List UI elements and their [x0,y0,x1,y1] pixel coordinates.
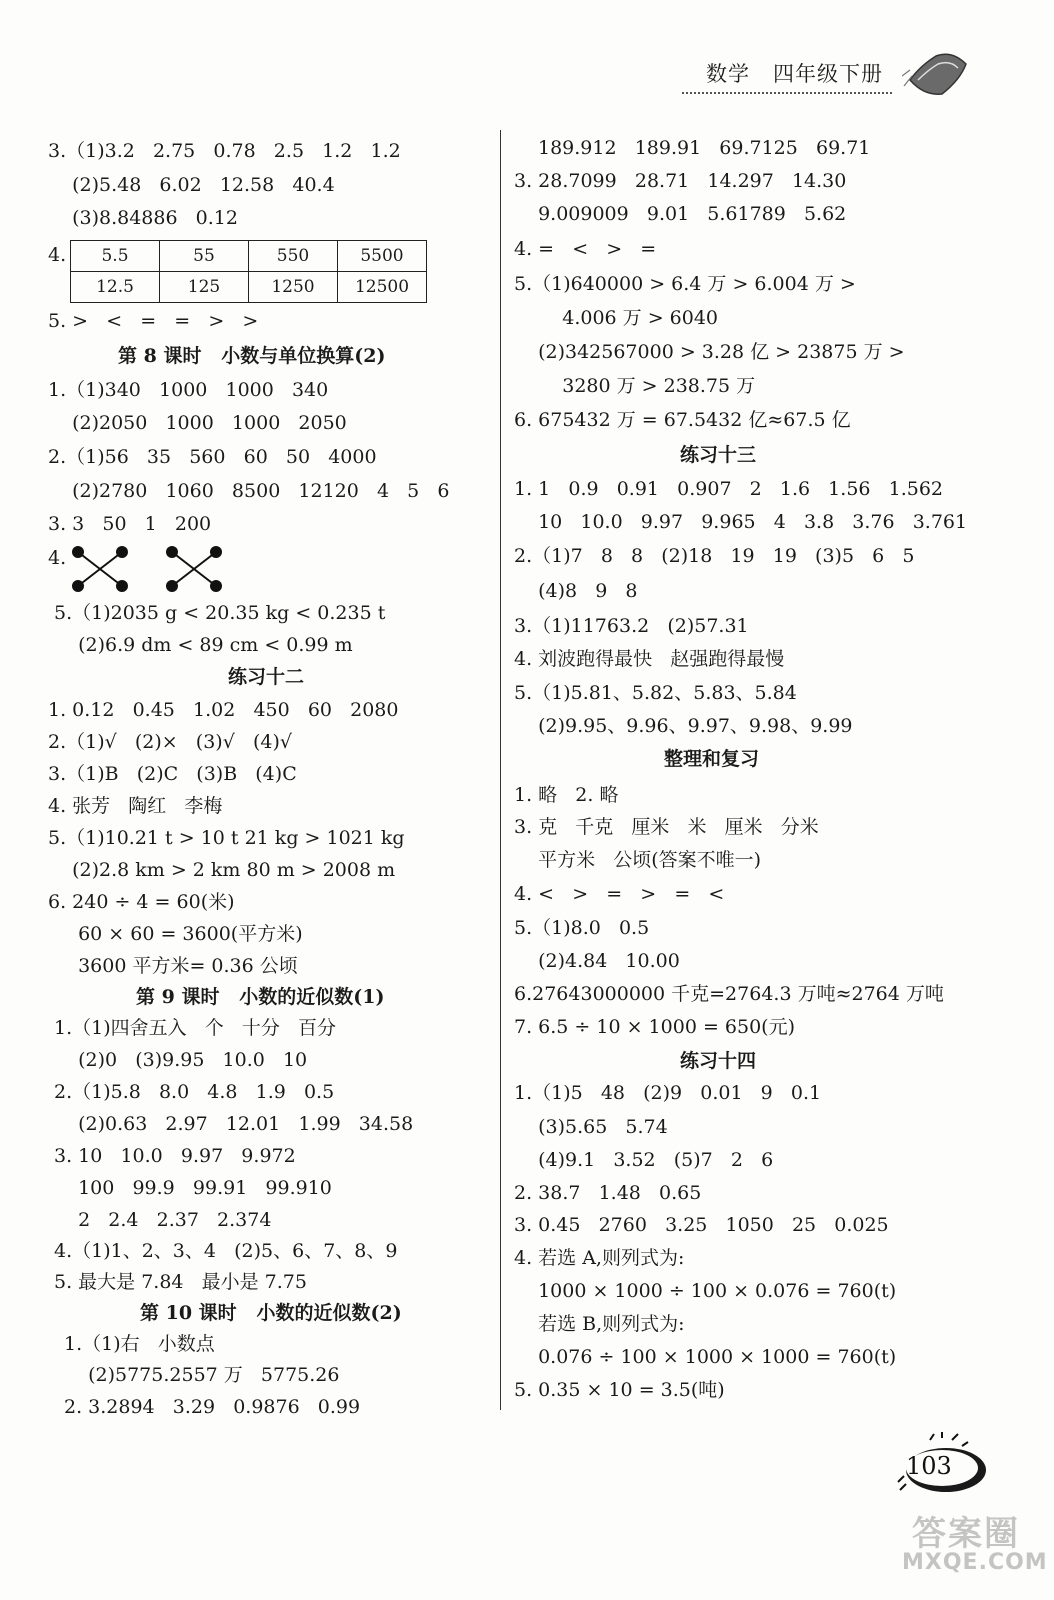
answer-line: 3. 28.7099 28.71 14.297 14.30 [514,170,847,192]
table-cell: 5.5 [71,241,160,272]
section-heading: 第 9 课时 小数的近似数(1) [136,986,385,1008]
answer-line: 4. 刘波跑得最快 赵强跑得最慢 [514,648,785,670]
section-heading: 第 10 课时 小数的近似数(2) [140,1302,402,1324]
answer-line: (2)5.48 6.02 12.58 40.4 [60,174,335,196]
column-divider [500,130,501,1410]
answer-line: 10 10.0 9.97 9.965 4 3.8 3.76 3.761 [526,511,968,533]
answer-line: (2)5775.2557 万 5775.26 [76,1364,340,1386]
answer-line: 4. < > = > = < [514,883,725,905]
answer-line: 5.（1)10.21 t > 10 t 21 kg > 1021 kg [48,827,405,849]
answer-line: 5. 最大是 7.84 最小是 7.75 [54,1271,307,1293]
answer-line: 1.（1)右 小数点 [64,1333,215,1355]
answer-line: 5. 0.35 × 10 = 3.5(吨) [514,1379,725,1401]
table-row [71,241,427,272]
answer-line: 3.（1)3.2 2.75 0.78 2.5 1.2 1.2 [48,140,401,162]
table-cell: 5500 [338,241,427,272]
answer-line: 2.（1)√ (2)× (3)√ (4)√ [48,731,292,753]
answer-line: 2. 38.7 1.48 0.65 [514,1182,702,1204]
answer-line: 3. 10 10.0 9.97 9.972 [54,1145,296,1167]
answer-line: 6. 675432 万 = 67.5432 亿≈67.5 亿 [514,409,851,431]
answer-line: 100 99.9 99.91 99.910 [66,1177,332,1199]
answer-line: 9.009009 9.01 5.61789 5.62 [526,203,847,225]
answer-line: 2.（1)7 8 8 (2)18 19 19 (3)5 6 5 [514,545,915,567]
answer-line: (2)2050 1000 1000 2050 [60,412,347,434]
answer-line: (4)9.1 3.52 (5)7 2 6 [526,1149,774,1171]
answer-line: (3)8.84886 0.12 [60,207,238,229]
answer-line: 4. 张芳 陶红 李梅 [48,795,223,817]
header-title: 数学 四年级下册 [706,62,884,86]
answer-line: 2. 3.2894 3.29 0.9876 0.99 [64,1396,361,1418]
answer-line: 4. 若选 A,则列式为: [514,1247,685,1269]
watermark-text: 答案圈 [912,1514,1020,1554]
answer-line: (2)4.84 10.00 [526,950,680,972]
answer-line: 3280 万 > 238.75 万 [526,375,756,397]
section-heading: 练习十三 [680,444,757,466]
answer-line: 1.（1)5 48 (2)9 0.01 9 0.1 [514,1082,822,1104]
answer-line: 6.27643000000 千克=2764.3 万吨≈2764 万吨 [514,983,944,1005]
page-number: 103 [906,1452,952,1480]
answer-line: 3.（1)B (2)C (3)B (4)C [48,763,297,785]
section-heading: 练习十二 [228,666,305,688]
answer-line: 1. 略 2. 略 [514,784,619,806]
answer-line: 1000 × 1000 ÷ 100 × 0.076 = 760(t) [526,1280,897,1302]
answer-line: 189.912 189.91 69.7125 69.71 [538,137,871,159]
answer-line: 1.（1)340 1000 1000 340 [48,379,329,401]
answer-line: 5.（1)8.0 0.5 [514,917,650,939]
answer-line: 平方米 公顷(答案不唯一) [526,849,762,871]
answer-line: 3. 0.45 2760 3.25 1050 25 0.025 [514,1214,889,1236]
answer-line: (2)2.8 km > 2 km 80 m > 2008 m [60,859,396,881]
answer-line: 60 × 60 = 3600(平方米) [66,923,303,945]
section-heading: 练习十四 [680,1050,757,1072]
answer-line: (2)0.63 2.97 12.01 1.99 34.58 [66,1113,414,1135]
answer-line: (2)342567000 > 3.28 亿 > 23875 万 > [526,341,905,363]
answer-line: 若选 B,则列式为: [526,1313,685,1335]
table-cell: 125 [160,272,249,303]
answer-line: 4. = < > = [514,238,657,260]
answer-line: (4)8 9 8 [526,580,638,602]
answer-line: 0.076 ÷ 100 × 1000 × 1000 = 760(t) [526,1346,897,1368]
table-row [71,272,427,303]
header-rule [682,92,892,94]
answer-line: 7. 6.5 ÷ 10 × 1000 = 650(元) [514,1016,796,1038]
answer-line: 6. 240 ÷ 4 = 60(米) [48,891,235,913]
table-cell: 55 [160,241,249,272]
answer-line: 2.（1)5.8 8.0 4.8 1.9 0.5 [54,1081,335,1103]
answer-line: 2.（1)56 35 560 60 50 4000 [48,446,377,468]
answer-line: 3. 3 50 1 200 [48,513,212,535]
answer-line: 4.（1)1、2、3、4 (2)5、6、7、8、9 [54,1240,398,1262]
answer-line: (3)5.65 5.74 [526,1116,668,1138]
table-cell: 12500 [338,272,427,303]
answer-line: 1.（1)四舍五入 个 十分 百分 [54,1017,336,1039]
answer-line: 5.（1)640000 > 6.4 万 > 6.004 万 > [514,273,856,295]
answer-line: 2 2.4 2.37 2.374 [66,1209,272,1231]
section-heading: 整理和复习 [664,748,760,770]
answer-line: 5. > < = = > > [48,310,259,332]
table-cell: 12.5 [71,272,160,303]
watermark [902,1506,1048,1586]
answer-line: 1. 0.12 0.45 1.02 450 60 2080 [48,699,399,721]
answer-line: 1. 1 0.9 0.91 0.907 2 1.6 1.56 1.562 [514,478,944,500]
answer-line: 3600 平方米= 0.36 公顷 [66,955,298,977]
question-label: 4. [48,547,67,569]
answer-line: (2)6.9 dm < 89 cm < 0.99 m [66,634,353,656]
watermark-url: MXQE.COM [902,1550,1048,1575]
book-logo-icon [902,46,972,100]
matching-diagram [66,540,266,596]
answer-line: 5.（1)5.81、5.82、5.83、5.84 [514,682,797,704]
answer-line: 3. 克 千克 厘米 米 厘米 分米 [514,816,819,838]
table-cell: 1250 [249,272,338,303]
answer-line: 5.（1)2035 g < 20.35 kg < 0.235 t [54,602,386,624]
answer-line: 3.（1)11763.2 (2)57.31 [514,615,749,637]
section-heading: 第 8 课时 小数与单位换算(2) [118,345,386,367]
question-label: 4. [48,244,67,266]
answer-line: (2)9.95、9.96、9.97、9.98、9.99 [526,715,853,737]
conversion-table [70,240,427,303]
answer-line: 4.006 万 > 6040 [526,307,719,329]
answer-line: (2)2780 1060 8500 12120 4 5 6 [60,480,450,502]
table-cell: 550 [249,241,338,272]
answer-line: (2)0 (3)9.95 10.0 10 [66,1049,308,1071]
